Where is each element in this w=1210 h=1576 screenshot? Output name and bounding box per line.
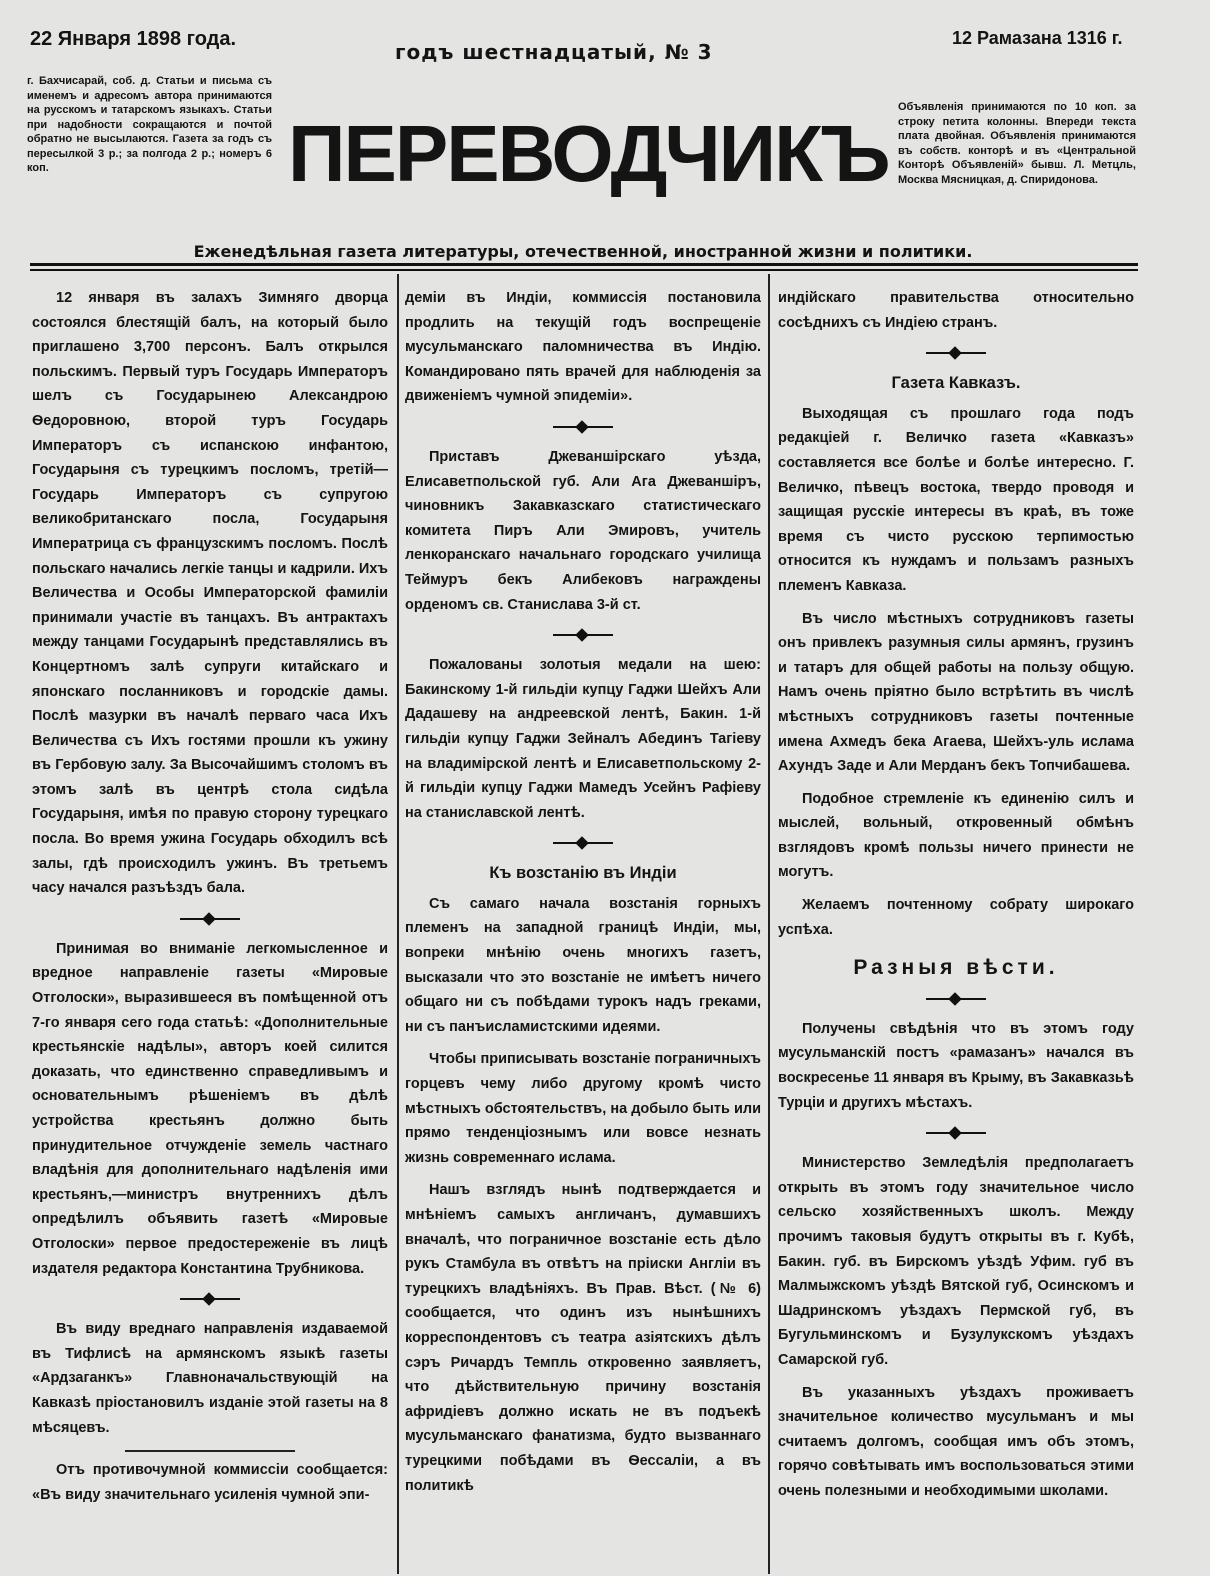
article-agriculture-p2: Въ указанныхъ уѣздахъ проживаетъ значительное количество мусульманъ и мы считаемъ долгомъ, сообщая имъ объ этомъ, горячо совѣтывать имъ воспользоваться этими очень полезными и необходимыми школами. <box>778 1384 1134 1499</box>
article-india-uprising: Съ самаго начала возстанія горныхъ племенъ на западной границѣ Индіи, мы, вопреки мнѣнію очень многихъ газетъ, высказали что это возстаніе не имѣетъ ничего общаго ни съ побѣдами турокъ надъ греками, ни съ панъисламистскими идеями. <box>405 895 761 1035</box>
ornament-divider <box>180 1293 240 1305</box>
article-plague-cont: деміи въ Индіи, коммиссія постановила продлить на текущій годъ воспрещеніе мусульманскаго паломничества въ Индію. Командировано пять врачей для наблюденія за движеніемъ чумной эпидеміи». <box>405 290 761 405</box>
advertising-info: Объявленія принимаются по 10 коп. за строку петита колонны. Впереди текста плата двойная. Объявленія принимаются въ собств. конторѣ и въ «Центральной Конторѣ Объявленій» бывш. Л. Метцль, Москва Мясницкая, д. Спиридонова. <box>898 101 1136 186</box>
article-kavkaz: Выходящая съ прошлаго года подъ редакціей г. Величко газета «Кавказъ» составляется все болѣе и болѣе интересно. Г. Величко, пѣвецъ востока, твердо проводя и защищая русскіе интересы въ краѣ, въ тоже время съ чисто русскою терпимостью относится къ нуждамъ и пользамъ разныхъ племенъ Кавказа. <box>778 405 1134 594</box>
column-divider <box>768 274 770 1574</box>
ornament-divider <box>926 347 986 359</box>
article-ardzagank: Въ виду вреднаго направленія издаваемой въ Тифлисѣ на армянскомъ языкѣ газеты «Ардзаганкъ» Главноначальствующій на Кавказѣ пріостановилъ изданіе этой газеты на 8 мѣсяцевъ. <box>32 1321 388 1436</box>
article-awards: Приставъ Джеваншірскаго уѣзда, Елисаветпольской губ. Али Ага Джеваншіръ, чиновникъ Закавказскаго статистическаго комитета Пиръ Али Эмировъ, учитель ленкоранскаго начальнаго городскаго училища Теймуръ бекъ Алибековъ награждены орденомъ св. Станислава 3-й ст. <box>405 448 761 613</box>
article-kavkaz-p2: Въ число мѣстныхъ сотрудниковъ газеты онъ привлекъ разумныя силы армянъ, грузинъ и татаръ для общей работы на пользу общую. Намъ очень пріятно было встрѣтить въ числѣ мѣстныхъ сотрудниковъ газеты почтенные имена Ахмедъ бека Агаева, Шейхъ-уль ислама Ахундъ Заде и Али Мерданъ бекъ Топчибашева. <box>778 610 1134 775</box>
article-agriculture-schools: Министерство Земледѣлія предполагаетъ открыть въ этомъ году значительное число сельско хозяйственныхъ школъ. Между прочимъ таковыя будутъ открыты въ г. Кубѣ, Бакин. губ. въ Бирскомъ уѣздѣ Уфим. губ въ Малмыжскомъ уѣздѣ Вятской губ, Осинскомъ и Шадринскомъ уѣздахъ Пермской губ, въ Бугульминскомъ и Бузулукскомъ уѣздахъ Самарской губ. <box>778 1155 1134 1368</box>
ornament-divider <box>180 913 240 925</box>
section-heading: Къ возстанію въ Индіи <box>489 864 677 883</box>
header-rule <box>30 269 1138 271</box>
article-plague: Отъ противочумной коммиссіи сообщается: «Въ виду значительнаго усиленія чумной эпи- <box>32 1462 388 1503</box>
column-divider <box>397 274 399 1574</box>
article-ball: 12 января въ залахъ Зимняго дворца состоялся блестящій балъ, на который было приглашено 3,700 персонъ. Балъ открылся польскимъ. Первый туръ Государь Императоръ шелъ съ Государынею Александрою Ѳедоровною, второй туръ Государь Императоръ съ испанскою инфантою, Государыня съ турецкимъ посломъ, третій—Государь Императоръ съ супругою великобританскаго посла, Государыня Императрица съ французскимъ посломъ. Послѣ польскаго начались легкіе танцы и кадрили. Ихъ Величества и Особы Императорской фамиліи принимали участіе въ танцахъ. Въ антрактахъ между танцами Государынѣ представлялись въ Концертномъ залѣ супруги китайскаго и японскаго посланниковъ и городскіе дамы. Послѣ мазурки въ началѣ перваго часа Ихъ Величества съ Ихъ гостями прошли къ ужину въ Гербовую залу. За Высочайшимъ столомъ въ этомъ залѣ въ центрѣ стола сидѣла Государыня, имѣя по правую сторону турецкаго посла. Во время ужина Государь обходилъ всѣ залы, гдѣ происходилъ ужинъ. Въ третьемъ часу начался разъѣздъ бала. <box>32 290 388 897</box>
section-heading: Газета Кавказъ. <box>891 374 1021 393</box>
ornament-divider <box>553 629 613 641</box>
year-issue-number: годъ шестнадцатый, № 3 <box>395 40 713 64</box>
article-kavkaz-p4: Желаемъ почтенному собрату широкаго успѣха. <box>778 897 1134 938</box>
ornament-divider <box>553 421 613 433</box>
ornament-divider <box>926 1127 986 1139</box>
article-mirovye-otgoloski: Принимая во вниманіе легкомысленное и вредное направленіе газеты «Мировые Отголоски», выразившееся въ помѣщенной отъ 7-го января сего года статьѣ: «Дополнительные крестьянскіе надѣлы», авторъ коей силится доказать, что единственно справедливымъ и основательнымъ рѣшеніемъ въ дѣлѣ устройства крестьянъ должно быть принудительное отчужденіе земель частнаго владѣнія для дополнительнаго надѣленія ими крестьянъ,—министръ внутреннихъ дѣлъ опредѣлилъ объявить газетѣ «Мировые Отголоски» первое предостереженіе въ лицѣ издателя редактора Константина Трубникова. <box>32 940 388 1277</box>
article-ramazan: Получены свѣдѣнія что въ этомъ году мусульманскій постъ «рамазанъ» начался въ воскресенье 11 января въ Крыму, въ Закавказьѣ Турціи и другихъ мѣстахъ. <box>778 1020 1134 1111</box>
header-rule <box>30 263 1138 266</box>
rule-divider <box>125 1450 295 1452</box>
article-india-p3: Нашъ взглядъ нынѣ подтверждается и мнѣніемъ самыхъ англичанъ, думавшихъ вначалѣ, что пограничное возстаніе есть дѣло рукъ Стамбула въ отвѣтъ на пріиски Англіи въ турецкихъ владѣніяхъ. Въ Прав. Вѣст. (№ 6) сообщается, что одинъ изъ нынѣшнихъ корреспондентовъ съ театра азіятскихъ дѣлъ сэръ Ричардъ Темпль откровенно заявляетъ, что дѣйствительную причину возстанія афридіевъ должно искать не въ подъекѣ мусульманскаго фанатизма, будто вызваннаго турецкими побѣдами въ Ѳессаліи, а въ политикѣ <box>405 1182 761 1494</box>
subscription-info: г. Бахчисарай, соб. д. Статьи и письма съ именемъ и адресомъ автора принимаются на русскомъ и татарскомъ языкахъ. Статьи при надобности сокращаются и почтой обратно не высылаются. Газета за годъ съ пересылкой 3 р.; за полгода 2 р.; номеръ 6 коп. <box>27 75 272 174</box>
article-india-p2: Чтобы приписывать возстаніе пограничныхъ горцевъ чему либо другому кромѣ чисто мѣстныхъ обстоятельствъ, на добыло быть или прямо тенденціознымъ или вовсе незнать жизнь современнаго ислама. <box>405 1051 761 1166</box>
ornament-divider <box>553 837 613 849</box>
issue-date: 22 Января 1898 года. <box>30 28 237 50</box>
column-1 <box>32 286 388 1507</box>
article-kavkaz-p3: Подобное стремленіе къ единенію силъ и мыслей, вольный, откровенный обмѣнъ взглядовъ кромѣ пользы ничего принести не могутъ. <box>778 790 1134 881</box>
article-india-cont: индійскаго правительства относительно сосѣднихъ съ Индіею странъ. <box>778 290 1134 331</box>
ornament-divider <box>926 993 986 1005</box>
column-2 <box>405 286 761 1498</box>
column-3 <box>778 286 1134 1504</box>
newspaper-title: ПЕРЕВОДЧИКЪ <box>288 109 889 198</box>
article-medals: Пожалованы золотыя медали на шею: Бакинскому 1-й гильдіи купцу Гаджи Шейхъ Али Дадашеву на андреевской лентѣ, Бакин. 1-й гильдіи купцу Гаджи Зейналъ Абединъ Тагіеву на владимірской лентѣ и Елисаветпольскому 2-й гильдіи купцу Гаджи Мамедъ Усейнъ Рафіеву на станиславской лентѣ. <box>405 657 761 821</box>
section-heading-news: Разныя вѣсти. <box>853 956 1059 980</box>
hijri-date: 12 Рамазана 1316 г. <box>952 28 1123 48</box>
newspaper-subtitle: Еженедѣльная газета литературы, отечественной, иностранной жизни и политики. <box>193 242 973 261</box>
